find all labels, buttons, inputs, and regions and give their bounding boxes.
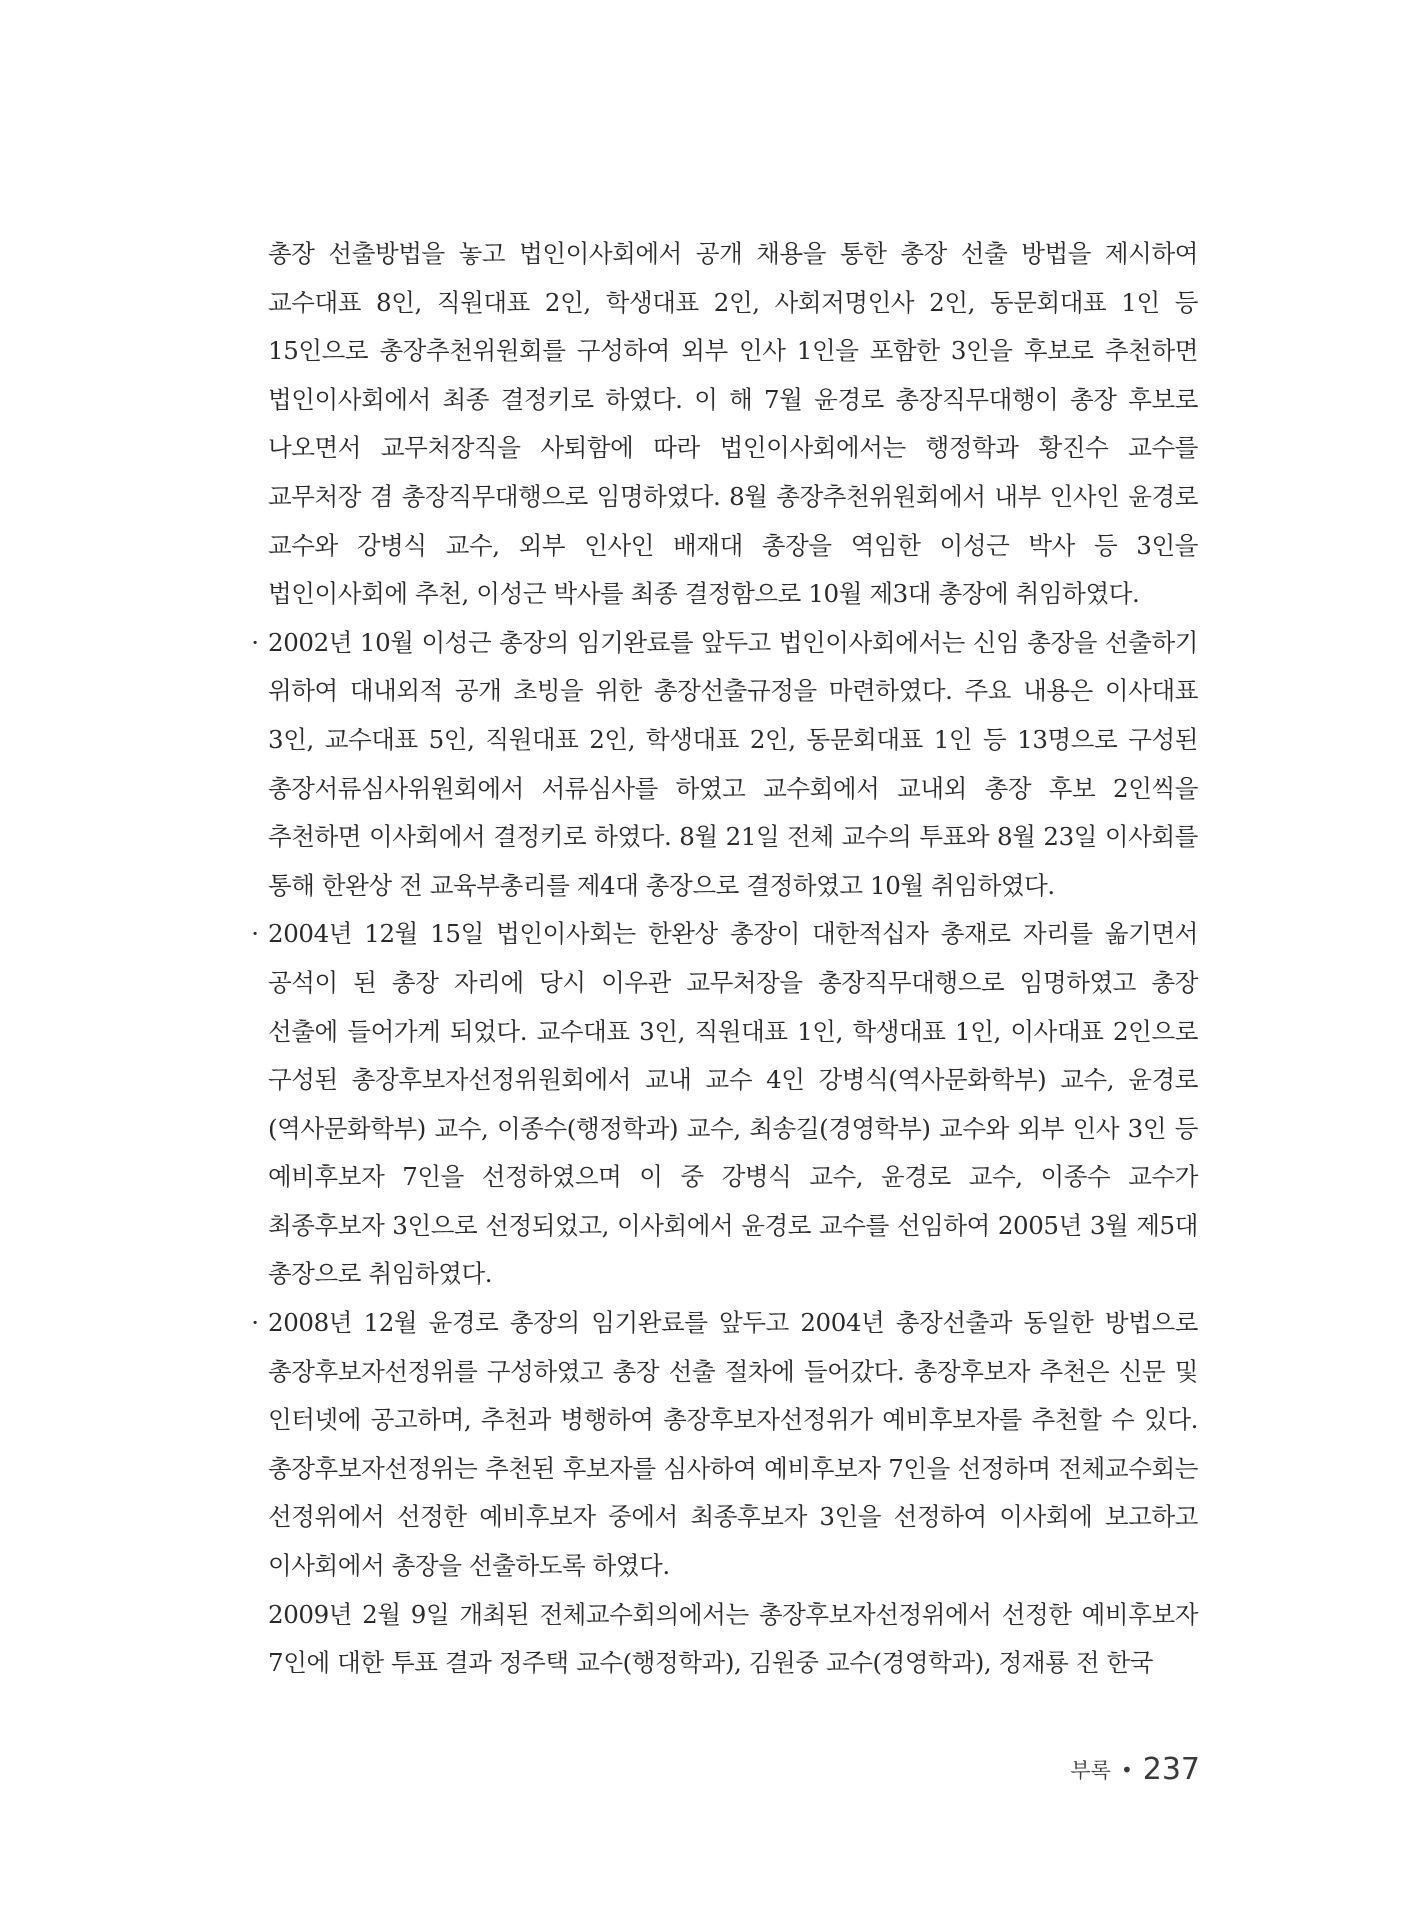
paragraph-3 [251, 910, 1198, 1299]
footer-separator: • [1120, 1757, 1133, 1782]
bullet-marker: · [251, 919, 259, 949]
paragraph-5 [268, 1591, 1198, 1688]
paragraph-5-text: 2009년 2월 9일 개최된 전체교수회의에서는 총장후보자선정위에서 선정한 예비후보자 7인에 대한 투표 결과 정주택 교수(행정학과), 김원중 교수(경영학과), 정재룡 전 한국 [268, 1599, 1198, 1678]
paragraph-1 [268, 230, 1198, 619]
paragraph-1-text: 총장 선출방법을 놓고 법인이사회에서 공개 채용을 통한 총장 선출 방법을 제시하여 교수대표 8인, 직원대표 2인, 학생대표 2인, 사회저명인사 2인, 동문회대표 1인 등 15인으로 총장추천위원회를 구성하여 외부 인사 1인을 포함한 3인을 후보로 추천하면 법인이사회에서 최종 결정키로 하였다. 이 해 7월 윤경로 총장직무대행이 총장 후보로 나오면서 교무처장직을 사퇴함에 따라 법인이사회에서는 행정학과 황진수 교수를 교무처장 겸 총장직무대행으로 임명하였다. 8월 총장추천위원회에서 내부 인사인 윤경로 교수와 강병식 교수, 외부 인사인 배재대 총장을 역임한 이성근 박사 등 3인을 법인이사회에 추천, 이성근 박사를 최종 결정함으로 10월 제3대 총장에 취임하였다. [268, 239, 1198, 609]
paragraph-2-text: 2002년 10월 이성근 총장의 임기완료를 앞두고 법인이사회에서는 신임 총장을 선출하기 위하여 대내외적 공개 초빙을 위한 총장선출규정을 마련하였다. 주요 내용은 이사대표 3인, 교수대표 5인, 직원대표 2인, 학생대표 2인, 동문회대표 1인 등 13명으로 구성된 총장서류심사위원회에서 서류심사를 하였고 교수회에서 교내외 총장 후보 2인씩을 추천하면 이사회에서 결정키로 하였다. 8월 21일 전체 교수의 투표와 8월 23일 이사회를 통해 한완상 전 교육부총리를 제4대 총장으로 결정하였고 10월 취임하였다. [268, 627, 1198, 900]
page-number: 237 [1142, 1752, 1200, 1787]
paragraph-3-text: 2004년 12월 15일 법인이사회는 한완상 총장이 대한적십자 총재로 자리를 옮기면서 공석이 된 총장 자리에 당시 이우관 교무처장을 총장직무대행으로 임명하였고 총장 선출에 들어가게 되었다. 교수대표 3인, 직원대표 1인, 학생대표 1인, 이사대표 2인으로 구성된 총장후보자선정위원회에서 교내 교수 4인 강병식(역사문화학부) 교수, 윤경로(역사문화학부) 교수, 이종수(행정학과) 교수, 최송길(경영학부) 교수와 외부 인사 3인 등 예비후보자 7인을 선정하였으며 이 중 강병식 교수, 윤경로 교수, 이종수 교수가 최종후보자 3인으로 선정되었고, 이사회에서 윤경로 교수를 선임하여 2005년 3월 제5대 총장으로 취임하였다. [268, 919, 1198, 1289]
page-footer [1060, 1752, 1200, 1787]
section-label: 부록 [1070, 1758, 1111, 1783]
body-text [251, 230, 1198, 1688]
bullet-marker: · [251, 627, 259, 657]
paragraph-4 [251, 1299, 1198, 1591]
paragraph-4-text: 2008년 12월 윤경로 총장의 임기완료를 앞두고 2004년 총장선출과 동일한 방법으로 총장후보자선정위를 구성하였고 총장 선출 절차에 들어갔다. 총장후보자 추천은 신문 및 인터넷에 공고하며, 추천과 병행하여 총장후보자선정위가 예비후보자를 추천할 수 있다. 총장후보자선정위는 추천된 후보자를 심사하여 예비후보자 7인을 선정하며 전체교수회는 선정위에서 선정한 예비후보자 중에서 최종후보자 3인을 선정하여 이사회에 보고하고 이사회에서 총장을 선출하도록 하였다. [268, 1308, 1198, 1581]
paragraph-2 [251, 619, 1198, 911]
bullet-marker: · [251, 1308, 259, 1338]
